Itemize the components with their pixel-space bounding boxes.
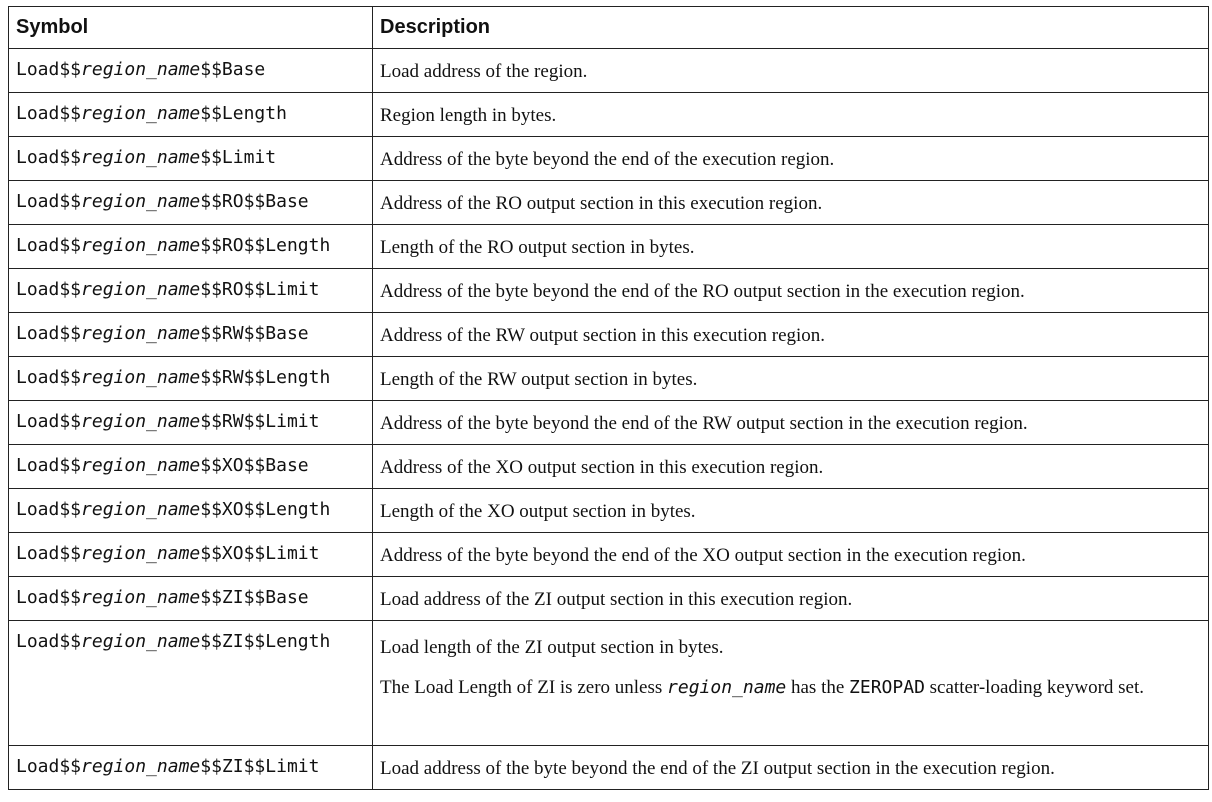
symbol-prefix: Load$$ — [16, 499, 82, 520]
symbol-suffix: $$RW$$Limit — [200, 411, 320, 432]
table-row — [9, 137, 1209, 181]
table-row — [9, 401, 1209, 445]
symbol-cell — [9, 269, 373, 313]
table-row — [9, 269, 1209, 313]
symbol-variable: region_name — [81, 191, 201, 212]
symbol-variable: region_name — [81, 587, 201, 608]
symbol-suffix: $$ZI$$Limit — [200, 756, 320, 777]
symbol-suffix: $$RO$$Limit — [200, 279, 320, 300]
symbol-suffix: $$XO$$Base — [200, 455, 309, 476]
note-text-before: The Load Length of ZI is zero unless — [380, 677, 668, 698]
table-row-zi-length — [9, 621, 1209, 746]
symbol-cell — [9, 49, 373, 93]
description-cell: Address of the RW output section in this execution region. — [373, 313, 1209, 357]
symbol-cell — [9, 445, 373, 489]
symbol-cell — [9, 181, 373, 225]
symbol-prefix: Load$$ — [16, 587, 82, 608]
symbol-prefix: Load$$ — [16, 103, 82, 124]
symbol-variable: region_name — [81, 455, 201, 476]
symbol-suffix: $$Limit — [200, 147, 277, 168]
symbol-variable: region_name — [81, 411, 201, 432]
symbol-variable: region_name — [81, 103, 201, 124]
symbol-variable: region_name — [81, 323, 201, 344]
symbol-prefix: Load$$ — [16, 756, 82, 777]
description-cell: Load address of the byte beyond the end of the ZI output section in the execution region. — [373, 746, 1209, 790]
note-variable: region_name — [667, 677, 787, 698]
symbol-prefix: Load$$ — [16, 455, 82, 476]
table-header-row — [9, 7, 1209, 49]
table-body — [9, 49, 1209, 790]
column-header-description: Description — [373, 7, 1209, 49]
symbol-suffix: $$ZI$$Base — [200, 587, 309, 608]
symbol-prefix: Load$$ — [16, 631, 82, 652]
symbol-variable: region_name — [81, 367, 201, 388]
symbol-cell — [9, 93, 373, 137]
description-text: Load length of the ZI output section in bytes. — [380, 637, 724, 658]
description-cell: Length of the RO output section in bytes. — [373, 225, 1209, 269]
symbol-prefix: Load$$ — [16, 235, 82, 256]
symbol-table — [8, 6, 1209, 790]
symbol-suffix: $$RO$$Base — [200, 191, 309, 212]
symbol-cell — [9, 313, 373, 357]
symbol-prefix: Load$$ — [16, 543, 82, 564]
symbol-suffix: $$RW$$Base — [200, 323, 309, 344]
table-row-zi-limit — [9, 746, 1209, 790]
table-row — [9, 93, 1209, 137]
symbol-variable: region_name — [81, 756, 201, 777]
description-cell: Length of the XO output section in bytes. — [373, 489, 1209, 533]
symbol-suffix: $$RO$$Length — [200, 235, 331, 256]
table-row — [9, 577, 1209, 621]
symbol-prefix: Load$$ — [16, 147, 82, 168]
description-cell: Length of the RW output section in bytes. — [373, 357, 1209, 401]
symbol-suffix: $$RW$$Length — [200, 367, 331, 388]
description-cell: Address of the byte beyond the end of the RW output section in the execution region. — [373, 401, 1209, 445]
symbol-suffix: $$XO$$Length — [200, 499, 331, 520]
zeropad-note — [380, 673, 1201, 703]
table-row — [9, 533, 1209, 577]
table-row — [9, 357, 1209, 401]
table-row — [9, 489, 1209, 533]
symbol-suffix: $$ZI$$Length — [200, 631, 331, 652]
column-header-symbol: Symbol — [9, 7, 373, 49]
symbol-suffix: $$Base — [200, 59, 266, 80]
description-cell: Address of the XO output section in this execution region. — [373, 445, 1209, 489]
symbol-suffix: $$XO$$Limit — [200, 543, 320, 564]
symbol-prefix: Load$$ — [16, 323, 82, 344]
table-row — [9, 225, 1209, 269]
note-text-after: scatter-loading keyword set. — [924, 677, 1145, 698]
symbol-variable: region_name — [81, 147, 201, 168]
symbol-cell — [9, 357, 373, 401]
table-row — [9, 313, 1209, 357]
symbol-suffix: $$Length — [200, 103, 287, 124]
description-cell — [373, 621, 1209, 746]
description-cell: Address of the byte beyond the end of the execution region. — [373, 137, 1209, 181]
symbol-prefix: Load$$ — [16, 59, 82, 80]
symbol-variable: region_name — [81, 59, 201, 80]
description-cell: Address of the byte beyond the end of the XO output section in the execution region. — [373, 533, 1209, 577]
symbol-variable: region_name — [81, 235, 201, 256]
note-keyword: ZEROPAD — [849, 677, 925, 698]
table-row — [9, 181, 1209, 225]
symbol-prefix: Load$$ — [16, 367, 82, 388]
description-cell: Region length in bytes. — [373, 93, 1209, 137]
symbol-variable: region_name — [81, 279, 201, 300]
table-row — [9, 445, 1209, 489]
symbol-cell — [9, 533, 373, 577]
symbol-cell — [9, 577, 373, 621]
description-cell: Load address of the region. — [373, 49, 1209, 93]
symbol-prefix: Load$$ — [16, 411, 82, 432]
symbol-cell — [9, 746, 373, 790]
description-cell: Load address of the ZI output section in this execution region. — [373, 577, 1209, 621]
symbol-cell — [9, 137, 373, 181]
symbol-cell — [9, 225, 373, 269]
symbol-prefix: Load$$ — [16, 191, 82, 212]
symbol-variable: region_name — [81, 543, 201, 564]
symbol-cell — [9, 621, 373, 746]
table-row — [9, 49, 1209, 93]
symbol-cell — [9, 401, 373, 445]
symbol-cell — [9, 489, 373, 533]
description-cell: Address of the byte beyond the end of the RO output section in the execution region. — [373, 269, 1209, 313]
note-text-middle: has the — [786, 677, 850, 698]
symbol-prefix: Load$$ — [16, 279, 82, 300]
symbol-variable: region_name — [81, 631, 201, 652]
symbol-variable: region_name — [81, 499, 201, 520]
description-cell: Address of the RO output section in this execution region. — [373, 181, 1209, 225]
